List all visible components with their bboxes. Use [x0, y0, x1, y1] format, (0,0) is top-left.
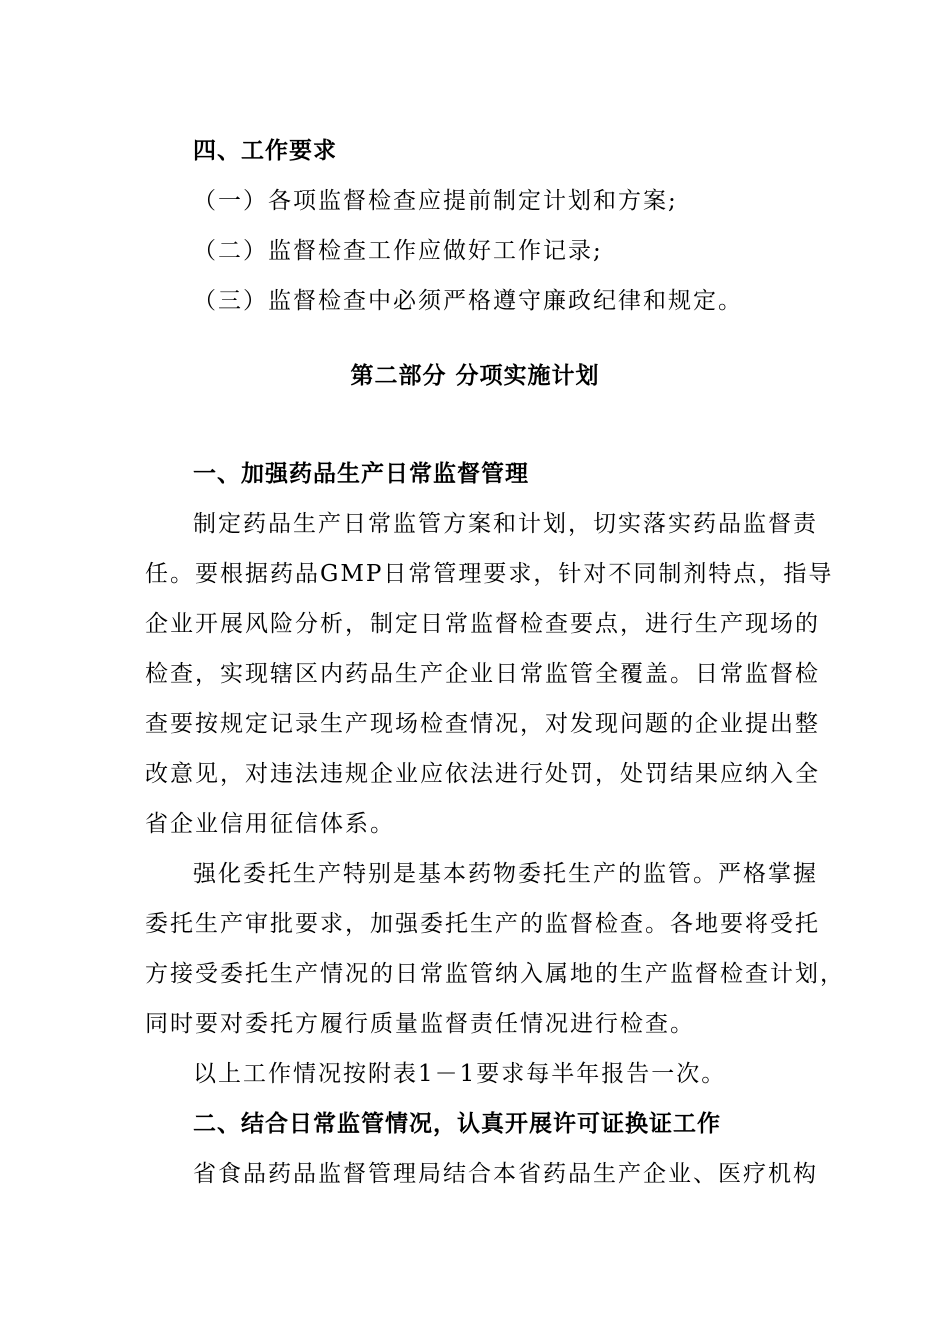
section-heading: 一、加强药品生产日常监督管理: [193, 461, 529, 487]
paragraph-line: 查要按规定记录生产现场检查情况，对发现问题的企业提出整: [145, 711, 820, 737]
part-title: 第二部分 分项实施计划: [350, 363, 600, 389]
paragraph-line: 检查，实现辖区内药品生产企业日常监管全覆盖。日常监督检: [145, 661, 820, 687]
paragraph-line: 强化委托生产特别是基本药物委托生产的监管。严格掌握: [193, 861, 818, 887]
paragraph-line: 省企业信用征信体系。: [145, 811, 395, 837]
section-heading: 四、工作要求: [193, 138, 337, 164]
list-item: （三）监督检查中必须严格遵守廉政纪律和规定。: [193, 288, 743, 314]
list-item: （一）各项监督检查应提前制定计划和方案;: [193, 188, 678, 214]
paragraph-line: 方接受委托生产情况的日常监管纳入属地的生产监督检查计划，: [145, 961, 845, 987]
paragraph-line: 改意见，对违法违规企业应依法进行处罚，处罚结果应纳入全: [145, 761, 820, 787]
paragraph-line: 企业开展风险分析，制定日常监督检查要点，进行生产现场的: [145, 611, 820, 637]
list-item: （二）监督检查工作应做好工作记录;: [193, 238, 603, 264]
paragraph-line: 制定药品生产日常监管方案和计划，切实落实药品监督责: [193, 511, 818, 537]
paragraph-line: 任。要根据药品GMP日常管理要求，针对不同制剂特点，指导: [145, 561, 834, 587]
section-heading: 二、结合日常监管情况，认真开展许可证换证工作: [193, 1111, 721, 1137]
paragraph-line: 同时要对委托方履行质量监督责任情况进行检查。: [145, 1011, 695, 1037]
paragraph-line: 以上工作情况按附表1－1要求每半年报告一次。: [193, 1061, 727, 1087]
paragraph-line: 省食品药品监督管理局结合本省药品生产企业、医疗机构: [193, 1161, 818, 1187]
paragraph-line: 委托生产审批要求，加强委托生产的监督检查。各地要将受托: [145, 911, 820, 937]
